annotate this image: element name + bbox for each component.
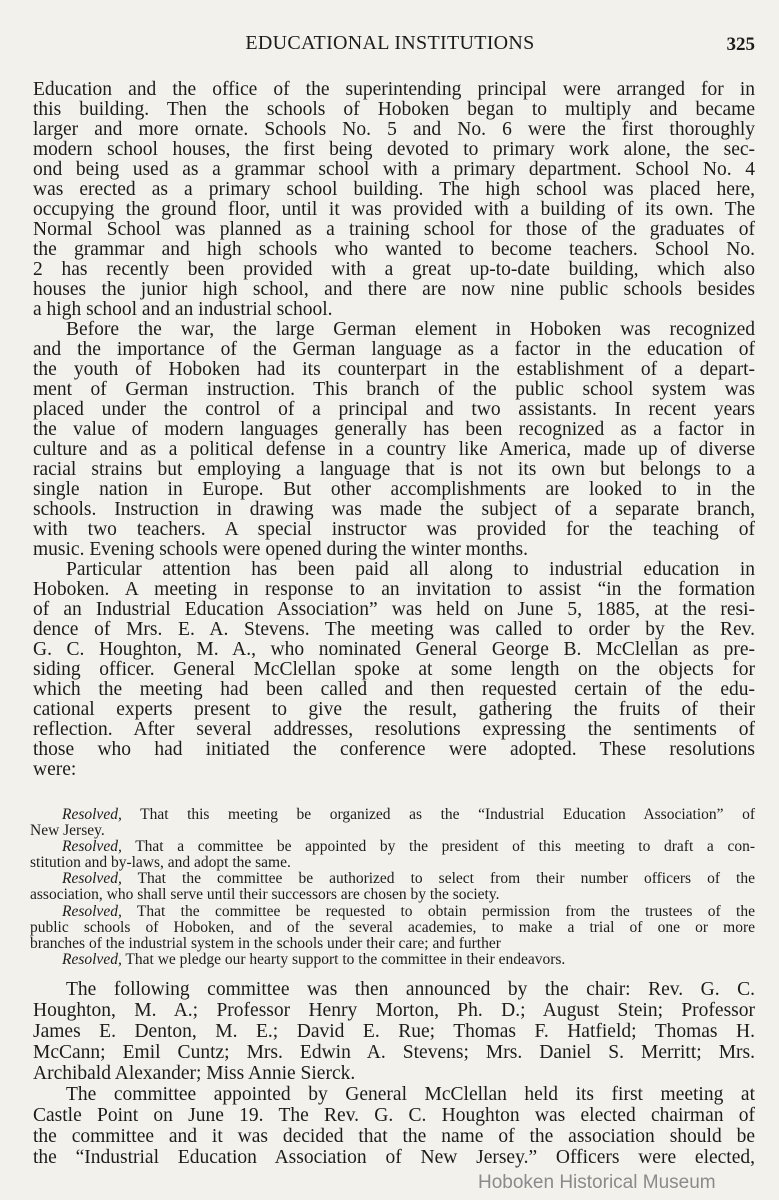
text-line: Education and the office of the superintending principal were arranged for in [33,80,755,100]
text-line: of an Industrial Education Association” was held on June 5, 1885, at the resi- [33,600,755,620]
resolution [30,839,755,871]
text-line: the youth of Hoboken had its counterpart in the establishment of a depart- [33,360,755,380]
text-line: New Jersey. [30,823,105,840]
text-line: those who had initiated the conference were adopted. These resolutions [33,740,755,760]
body-text-main [33,80,755,780]
text-line: stitution and by-laws, and adopt the same. [30,855,291,872]
text-line: Normal School was planned as a training school for those of the graduates of [33,220,755,240]
resolved-label: Resolved, [62,871,122,888]
running-title: EDUCATIONAL INSTITUTIONS [245,32,535,54]
resolution [30,952,755,968]
paragraph [33,320,755,560]
resolved-label: Resolved, [62,839,122,856]
text-line: schools. Instruction in drawing was made the subject of a separate branch, [33,500,755,520]
text-line [30,904,755,920]
text-line: culture and as a political defense in a country like America, made up of diverse [33,440,755,460]
text-line: was erected as a primary school building. The high school was placed here, [33,180,755,200]
resolution [30,807,755,839]
resolution-text: That we pledge our hearty support to the committee in their endeavors. [121,951,566,968]
text-line: racial strains but employing a language that is not its own but belongs to a [33,460,755,480]
text-line [30,839,755,855]
text-line [30,952,755,968]
text-line: G. C. Houghton, M. A., who nominated General George B. McClellan as pre- [33,640,755,660]
resolution-text: That a committee be appointed by the president of this meeting to draft a con- [121,839,755,856]
text-line: Archibald Alexander; Miss Annie Sierck. [33,1063,356,1084]
text-line [30,807,755,823]
text-line: music. Evening schools were opened during the winter months. [33,540,528,560]
text-line: single nation in Europe. But other accomplishments are looked to in the [33,480,755,500]
paragraph [33,1084,755,1168]
text-line: were: [33,760,77,780]
text-line: with two teachers. A special instructor was provided for the teaching of [33,520,755,540]
text-line: ond being used as a grammar school with a primary department. School No. 4 [33,160,755,180]
text-line: the committee and it was decided that the name of the association should be [33,1126,755,1147]
text-line: this building. Then the schools of Hoboken began to multiply and became [33,100,755,120]
text-line: James E. Denton, M. E.; David E. Rue; Thomas F. Hatfield; Thomas H. [33,1021,755,1042]
resolved-label: Resolved, [62,951,122,968]
text-line: a high school and an industrial school. [33,300,333,320]
text-line: ment of German instruction. This branch of the public school system was [33,380,755,400]
text-line: the grammar and high schools who wanted to become teachers. School No. [33,240,755,260]
text-line: siding officer. General McClellan spoke at some length on the objects for [33,660,755,680]
text-line: occupying the ground floor, until it was provided with a building of its own. The [33,200,755,220]
text-line: Houghton, M. A.; Professor Henry Morton, Ph. D.; August Stein; Professor [33,1000,755,1021]
resolution [30,871,755,903]
text-line [30,871,755,887]
text-line: Before the war, the large German element in Hoboken was recognized [66,320,755,340]
resolution-text: That this meeting be organized as the “Industrial Education Association” of [121,807,755,823]
paragraph [33,560,755,780]
text-line: Hoboken. A meeting in response to an invitation to assist “in the formation [33,580,755,600]
resolution [30,904,755,952]
paragraph [33,979,755,1084]
text-line: dence of Mrs. E. A. Stevens. The meeting was called to order by the Rev. [33,620,755,640]
text-line: reflection. After several addresses, resolutions expressing the sentiments of [33,720,755,740]
text-line: placed under the control of a principal and two assistants. In recent years [33,400,755,420]
text-line: cational experts present to give the result, gathering the fruits of their [33,700,755,720]
text-line: Particular attention has been paid all along to industrial education in [66,560,755,580]
text-line: houses the junior high school, and there are now nine public schools besides [33,280,755,300]
text-line: The committee appointed by General McClellan held its first meeting at [66,1084,755,1105]
resolutions-block [30,807,755,968]
text-line: 2 has recently been provided with a great up-to-date building, which also [33,260,755,280]
page-number: 325 [726,34,755,55]
resolved-label: Resolved, [62,903,122,920]
resolution-text: That the committee be authorized to select from their number officers of the [121,871,755,888]
watermark: Hoboken Historical Museum [478,1172,716,1193]
text-line: modern school houses, the first being devoted to primary work alone, the sec- [33,140,755,160]
text-line: The following committee was then announced by the chair: Rev. G. C. [66,979,755,1000]
paragraph [33,80,755,320]
text-line: which the meeting had been called and then requested certain of the edu- [33,680,755,700]
text-line: the “Industrial Education Association of New Jersey.” Officers were elected, [33,1147,755,1168]
text-line: and the importance of the German language as a factor in the education of [33,340,755,360]
text-line: branches of the industrial system in the schools under their care; and further [30,935,501,952]
text-line: the value of modern languages generally has been recognized as a factor in [33,420,755,440]
text-line: larger and more ornate. Schools No. 5 and No. 6 were the first thoroughly [33,120,755,140]
text-line: public schools of Hoboken, and of the several academies, to make a trial of one or more [30,919,755,936]
resolution-text: That the committee be requested to obtain permission from the trustees of the [121,903,755,920]
text-line: Castle Point on June 19. The Rev. G. C. Houghton was elected chairman of [33,1105,755,1126]
page-header [0,30,779,60]
resolved-label: Resolved, [62,807,122,823]
body-text-end [33,979,755,1168]
text-line: McCann; Emil Cuntz; Mrs. Edwin A. Stevens; Mrs. Daniel S. Merritt; Mrs. [33,1042,755,1063]
text-line: association, who shall serve until their successors are chosen by the society. [30,887,500,904]
